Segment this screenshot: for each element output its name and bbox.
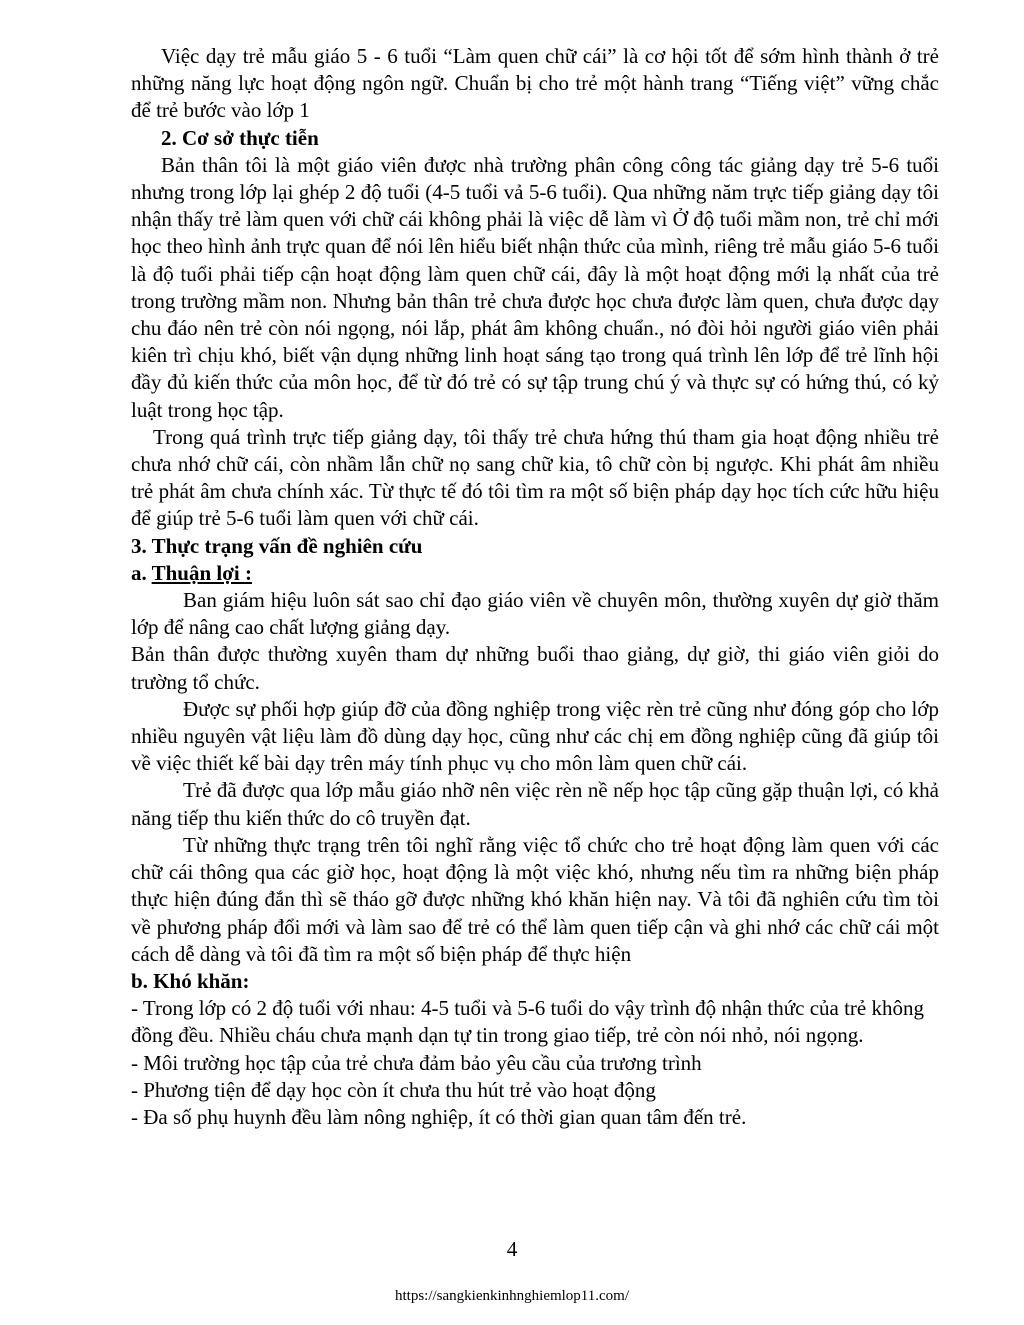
section-2-paragraph-2: Trong quá trình trực tiếp giảng dạy, tôi thấy trẻ chưa hứng thú tham gia hoạt động nhiều trẻ chưa nhớ chữ cái, còn nhầm lẫn chữ nọ sang chữ kia, tô chữ còn bị ngược. Khi phát âm nhiều trẻ phát âm chưa chính xác. Từ thực tế đó tôi tìm ra một số biện pháp dạy học tích cức hữu hiệu để giúp trẻ 5-6 tuổi làm quen với chữ cái.: [131, 424, 939, 531]
intro-paragraph: Việc dạy trẻ mẫu giáo 5 - 6 tuổi “Làm quen chữ cái” là cơ hội tốt để sớm hình thành ở trẻ những năng lực hoạt động ngôn ngữ. Chuẩn bị cho trẻ một hành trang “Tiếng việt” vững chắc để trẻ bước vào lớp 1: [131, 44, 939, 123]
subsection-b-heading: b. Khó khăn:: [131, 968, 250, 993]
list-item: - Môi trường học tập của trẻ chưa đảm bảo yêu cầu của trương trình: [131, 1050, 702, 1075]
section-3-heading: 3. Thực trạng vấn đề nghiên cứu: [131, 533, 423, 558]
advantage-paragraph-2: Bản thân được thường xuyên tham dự những buổi thao giảng, dự giờ, thi giáo viên giỏi do trường tổ chức.: [131, 642, 939, 694]
document-page: [131, 43, 939, 1131]
page-number: 4: [506, 1237, 518, 1261]
list-item: - Trong lớp có 2 độ tuổi với nhau: 4-5 tuổi và 5-6 tuổi do vậy trình độ nhận thức của trẻ không đồng đều. Nhiều cháu chưa mạnh dạn tự tin trong giao tiếp, trẻ còn nói nhỏ, nói ngọng.: [131, 996, 924, 1048]
footer-url: https://sangkienkinhnghiemlop11.com/: [394, 1288, 629, 1304]
difficulty-list: [131, 995, 939, 1131]
advantage-paragraph-1: Ban giám hiệu luôn sát sao chỉ đạo giáo viên về chuyên môn, thường xuyên dự giờ thăm lớp để nâng cao chất lượng giảng dạy.: [131, 588, 939, 640]
advantage-paragraph-5: Từ những thực trạng trên tôi nghĩ rằng việc tổ chức cho trẻ hoạt động làm quen với các chữ cái thông qua các giờ học, hoạt động là một việc khó, nhưng nếu tìm ra những biện pháp thực hiện đúng đắn thì sẽ tháo gỡ được những khó khăn hiện nay. Và tôi đã nghiên cứu tìm tòi về phương pháp đổi mới và làm sao để trẻ có thể làm quen tiếp cận và ghi nhớ các chữ cái một cách dễ dàng và tôi đã tìm ra một số biện pháp để thực hiện: [131, 832, 939, 966]
section-2-paragraph-1: Bản thân tôi là một giáo viên được nhà trường phân công công tác giảng dạy trẻ 5-6 tuổi nhưng trong lớp lại ghép 2 độ tuổi (4-5 tuổi vả 5-6 tuổi). Qua những năm trực tiếp giảng dạy tôi nhận thấy trẻ làm quen với chữ cái không phải là việc dễ làm vì Ở độ tuổi mầm non, trẻ chỉ mới học theo hình ảnh trực quan để nói lên hiểu biết nhận thức của mình, riêng trẻ mẫu giáo 5-6 tuổi là độ tuổi phải tiếp cận hoạt động làm quen chữ cái, đây là một hoạt động mới lạ nhất của trẻ trong trường mầm non. Nhưng bản thân trẻ chưa được học chưa được làm quen, chưa được dạy chu đáo nên trẻ còn nói ngọng, nói lắp, phát âm không chuẩn., nó đòi hỏi người giáo viên phải kiên trì chịu khó, biết vận dụng những linh hoạt sáng tạo trong quá trình lên lớp để trẻ lĩnh hội đầy đủ kiến thức của môn học, để từ đó trẻ có sự tập trung chú ý và thực sự có hứng thú, có kỷ luật trong học tập.: [131, 152, 939, 422]
section-2-heading: 2. Cơ sở thực tiễn: [161, 125, 319, 150]
list-item: - Đa số phụ huynh đều làm nông nghiệp, ít có thời gian quan tâm đến trẻ.: [131, 1104, 747, 1129]
subsection-a-heading: [131, 560, 939, 587]
advantage-paragraph-3: Được sự phối hợp giúp đỡ của đồng nghiệp trong việc rèn trẻ cũng như đóng góp cho lớp nhiều nguyên vật liệu làm đồ dùng dạy học, cũng như các chị em đồng nghiệp cũng đã giúp tôi về việc thiết kế bài dạy trên máy tính phục vụ cho môn làm quen chữ cái.: [131, 696, 939, 776]
subsection-a-title: Thuận lợi :: [151, 560, 252, 585]
subsection-a-prefix: a.: [131, 560, 152, 585]
list-item: - Phương tiện để dạy học còn ít chưa thu hút trẻ vào hoạt động: [131, 1077, 656, 1102]
advantage-paragraph-4: Trẻ đã được qua lớp mẫu giáo nhỡ nên việc rèn nề nếp học tập cũng gặp thuận lợi, có khả năng tiếp thu kiến thức do cô truyền đạt.: [131, 778, 939, 830]
